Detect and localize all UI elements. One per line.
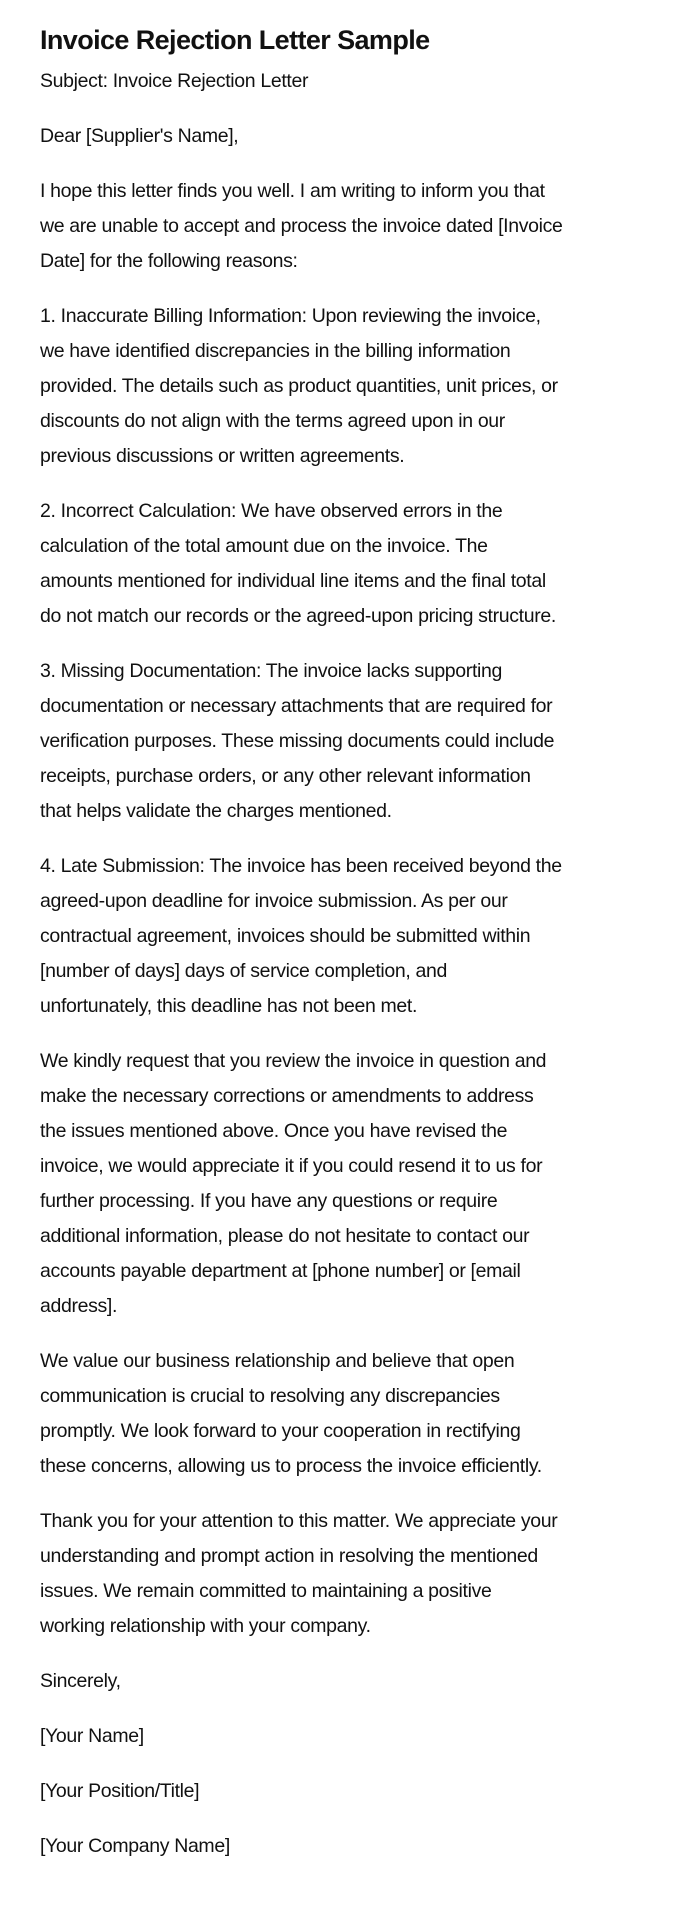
text-line: we have identified discrepancies in the billing information: [40, 340, 511, 362]
text-line: accounts payable department at [phone number] or [email: [40, 1260, 521, 1282]
text-line: 3. Missing Documentation: The invoice lacks supporting: [40, 660, 502, 682]
paragraph-reason-2: [40, 494, 680, 634]
text-line: make the necessary corrections or amendments to address: [40, 1085, 534, 1107]
text-line: these concerns, allowing us to process the invoice efficiently.: [40, 1455, 542, 1477]
text-line: promptly. We look forward to your cooperation in rectifying: [40, 1420, 521, 1442]
text-line: do not match our records or the agreed-upon pricing structure.: [40, 605, 556, 627]
paragraph-sender-name: [40, 1719, 680, 1754]
paragraph-thanks: [40, 1504, 680, 1644]
text-line: Thank you for your attention to this matter. We appreciate your: [40, 1510, 558, 1532]
text-line: We value our business relationship and believe that open: [40, 1350, 515, 1372]
paragraph-relationship: [40, 1344, 680, 1484]
text-line: understanding and prompt action in resolving the mentioned: [40, 1545, 538, 1567]
text-line: I hope this letter finds you well. I am writing to inform you that: [40, 180, 545, 202]
text-line: that helps validate the charges mentioned.: [40, 800, 392, 822]
text-line: previous discussions or written agreements.: [40, 445, 405, 467]
text-line: [Your Position/Title]: [40, 1780, 200, 1802]
paragraph-closing: [40, 1664, 680, 1699]
text-line: discounts do not align with the terms agreed upon in our: [40, 410, 505, 432]
text-line: working relationship with your company.: [40, 1615, 371, 1637]
text-line: unfortunately, this deadline has not been met.: [40, 995, 418, 1017]
text-line: amounts mentioned for individual line items and the final total: [40, 570, 546, 592]
text-line: documentation or necessary attachments that are required for: [40, 695, 553, 717]
paragraph-reason-4: [40, 849, 680, 1024]
text-line: 1. Inaccurate Billing Information: Upon reviewing the invoice,: [40, 305, 541, 327]
text-line: provided. The details such as product quantities, unit prices, or: [40, 375, 558, 397]
text-line: 2. Incorrect Calculation: We have observed errors in the: [40, 500, 503, 522]
text-line: further processing. If you have any questions or require: [40, 1190, 498, 1212]
paragraph-request: [40, 1044, 680, 1324]
text-line: the issues mentioned above. Once you have revised the: [40, 1120, 508, 1142]
paragraph-intro: [40, 174, 680, 279]
text-line: [Your Company Name]: [40, 1835, 230, 1857]
text-line: Sincerely,: [40, 1670, 121, 1692]
paragraph-subject: [40, 64, 680, 99]
text-line: we are unable to accept and process the invoice dated [Invoice: [40, 215, 563, 237]
text-line: issues. We remain committed to maintaining a positive: [40, 1580, 492, 1602]
text-line: We kindly request that you review the invoice in question and: [40, 1050, 547, 1072]
text-line: receipts, purchase orders, or any other relevant information: [40, 765, 531, 787]
text-line: calculation of the total amount due on the invoice. The: [40, 535, 488, 557]
text-line: Date] for the following reasons:: [40, 250, 298, 272]
text-line: 4. Late Submission: The invoice has been received beyond the: [40, 855, 562, 877]
document-title: Invoice Rejection Letter Sample: [40, 25, 430, 55]
text-line: address].: [40, 1295, 118, 1317]
text-line: additional information, please do not hesitate to contact our: [40, 1225, 530, 1247]
text-line: [Your Name]: [40, 1725, 144, 1747]
text-line: Subject: Invoice Rejection Letter: [40, 70, 309, 92]
text-line: invoice, we would appreciate it if you could resend it to us for: [40, 1155, 543, 1177]
text-line: verification purposes. These missing documents could include: [40, 730, 555, 752]
text-line: contractual agreement, invoices should be submitted within: [40, 925, 531, 947]
text-line: Dear [Supplier's Name],: [40, 125, 239, 147]
paragraph-salutation: [40, 119, 680, 154]
text-line: communication is crucial to resolving any discrepancies: [40, 1385, 500, 1407]
text-line: [number of days] days of service completion, and: [40, 960, 448, 982]
text-line: agreed-upon deadline for invoice submission. As per our: [40, 890, 508, 912]
paragraph-reason-1: [40, 299, 680, 474]
paragraph-sender-title: [40, 1774, 680, 1809]
paragraph-reason-3: [40, 654, 680, 829]
letter-body: [40, 64, 680, 1884]
paragraph-sender-company: [40, 1829, 680, 1864]
